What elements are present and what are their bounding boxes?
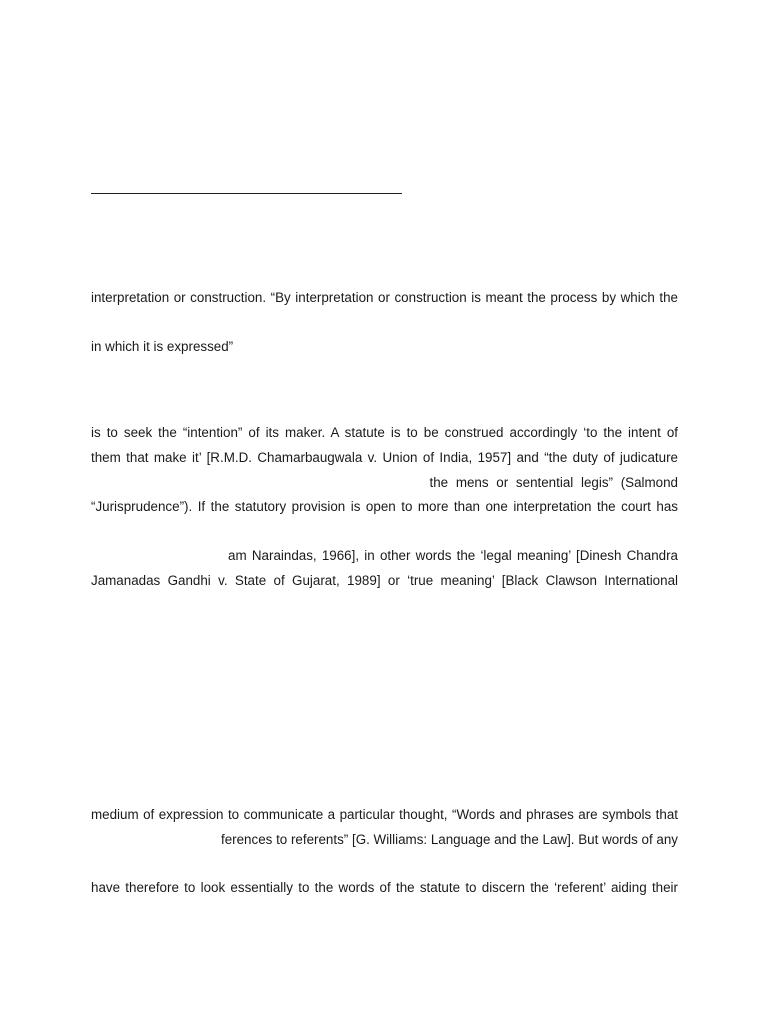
text-line: the mens or sentential legis” (Salmond [429,475,678,490]
text-line: them that make it’ [R.M.D. Chamarbaugwala v. Union of India, 1957] and “the duty of judicature [91,450,678,465]
footnote-separator-rule [91,193,402,194]
text-line: am Naraindas, 1966], in other words the ‘legal meaning’ [Dinesh Chandra [228,548,678,563]
text-line: interpretation or construction. “By interpretation or construction is meant the process by which the [91,290,678,305]
text-line: Jamanadas Gandhi v. State of Gujarat, 1989] or ‘true meaning’ [Black Clawson International [91,573,678,588]
text-line: ferences to referents” [G. Williams: Language and the Law]. But words of any [220,832,678,847]
text-line: medium of expression to communicate a particular thought, “Words and phrases are symbols that [91,807,678,822]
text-line: is to seek the “intention” of its maker. A statute is to be construed accordingly ‘to the intent of [91,425,678,440]
text-line: have therefore to look essentially to the words of the statute to discern the ‘referent’ aiding their [91,880,678,895]
text-line: in which it is expressed” [91,339,234,354]
text-line: “Jurisprudence”). If the statutory provision is open to more than one interpretation the court has [91,499,678,514]
